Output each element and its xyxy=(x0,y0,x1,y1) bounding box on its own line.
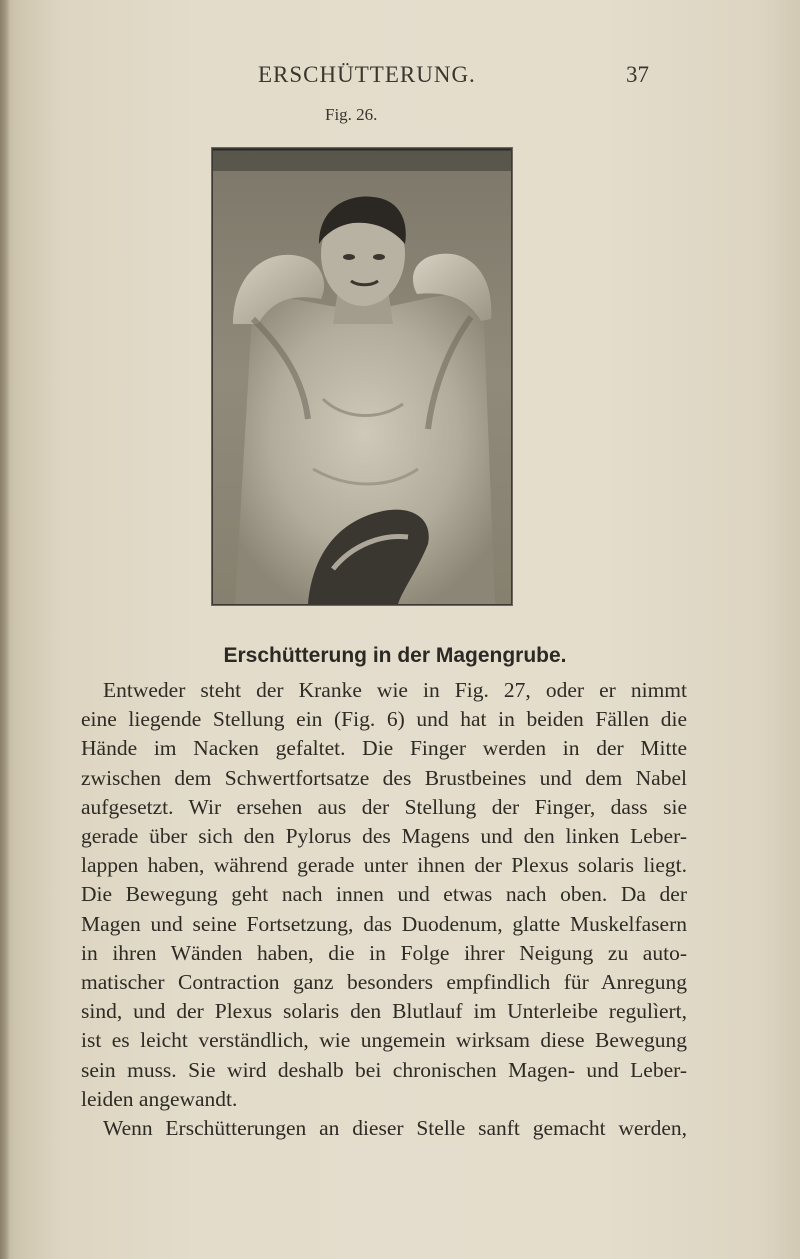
text-line: in ihren Wänden haben, die in Folge ihrer Neigung zu auto- xyxy=(81,940,687,965)
text-line: gerade über sich den Pylorus des Magens und den linken Leber- xyxy=(81,824,687,849)
text-line: ist es leicht verständlich, wie ungemein wirksam diese Bewegung xyxy=(81,1028,687,1053)
text-line: lappen haben, während gerade unter ihnen der Plexus solaris liegt. xyxy=(81,853,687,878)
body-paragraph xyxy=(81,676,687,1143)
photograph-illustration xyxy=(213,149,511,604)
text-line: Magen und seine Fortsetzung, das Duodenum, glatte Muskelfasern xyxy=(81,911,687,936)
text-line: Die Bewegung geht nach innen und etwas nach oben. Da der xyxy=(81,882,687,907)
text-line: sind, und der Plexus solaris den Blutlauf im Unterleibe regulìert, xyxy=(81,999,687,1024)
figure-label: Fig. 26. xyxy=(325,105,378,124)
running-head: ERSCHÜTTERUNG. xyxy=(258,62,476,87)
text-line: eine liegende Stellung ein (Fig. 6) und hat in beiden Fällen die xyxy=(81,707,687,732)
figure-caption: Erschütterung in der Magengrube. xyxy=(223,644,567,667)
text-line: matischer Contraction ganz besonders empfindlich für Anregung xyxy=(81,970,687,995)
text-line: leiden angewandt. xyxy=(81,1086,238,1111)
figure-photograph xyxy=(212,148,512,605)
text-line: sein muss. Sie wird deshalb bei chronischen Magen- und Leber- xyxy=(81,1057,687,1082)
text-line: aufgesetzt. Wir ersehen aus der Stellung der Finger, dass sie xyxy=(81,794,687,819)
text-line: Entweder steht der Kranke wie in Fig. 27, oder er nimmt xyxy=(103,678,687,702)
text-line: Wenn Erschütterungen an dieser Stelle sanft gemacht werden, xyxy=(103,1116,687,1141)
book-spine-shadow xyxy=(0,0,10,1259)
text-line: zwischen dem Schwertfortsatze des Brustbeines und dem Nabel xyxy=(81,765,687,790)
page-number: 37 xyxy=(626,62,649,87)
text-line: Hände im Nacken gefaltet. Die Finger werden in der Mitte xyxy=(81,736,687,761)
